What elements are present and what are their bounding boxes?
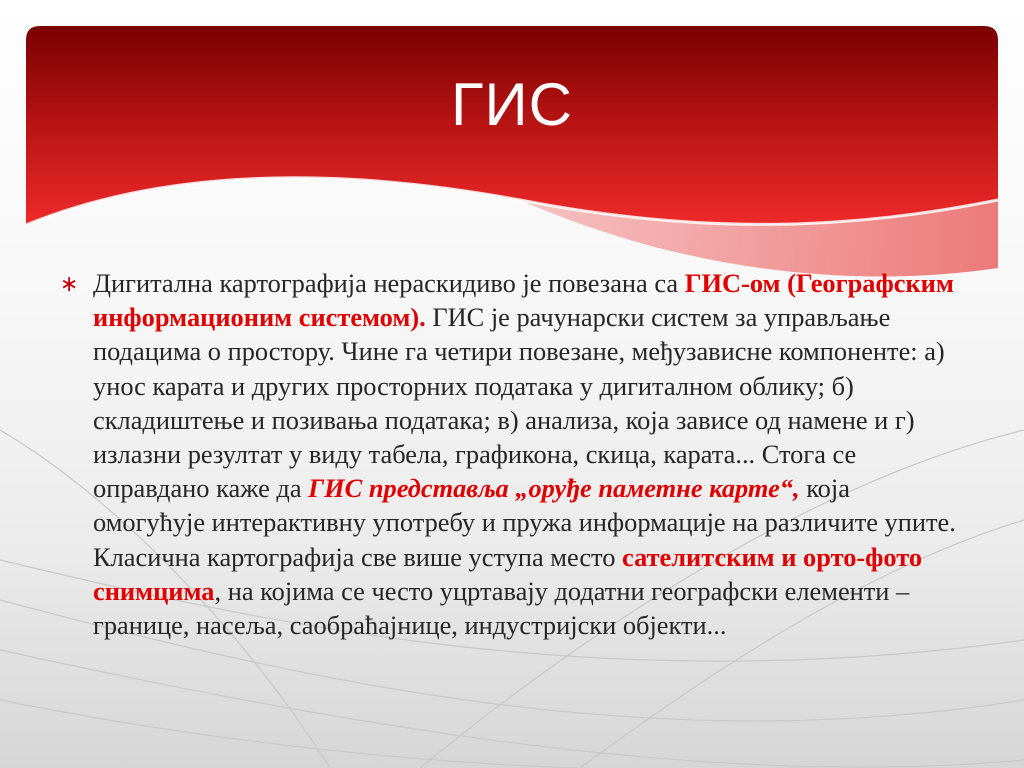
satellite-term: сателитским и орто-фото снимцима: [93, 541, 923, 606]
gis-term: ГИС-ом (Географским информационим системом).: [93, 268, 954, 333]
bullet-text: [93, 268, 956, 640]
bullet-asterisk-icon: ∗: [60, 272, 79, 297]
bullet-item: [60, 266, 960, 642]
text-run: ГИС је рачунарски систем за управљање подацима о простору. Чине га четири повезане, међузависне компоненте: а) унос карата и других просторних података у дигиталном облику; б) складиштење и позивања података; в) анализа, која зависе од намене и г) излазни резултат у виду табела, графикона, скица, карата... Стога се оправдано каже да: [93, 302, 945, 504]
text-run: која омогућује интерактивну употребу и пружа информације на различите упите. Класична картографија све више уступа место: [93, 473, 956, 572]
smart-map-quote: ГИС представља „оруђе паметне карте“,: [308, 473, 800, 504]
slide-title: ГИС: [451, 71, 573, 138]
text-run: , на којима се често уцртавају додатни географски елементи – границе, насеља, саобраћајнице, индустријски објекти...: [93, 575, 910, 641]
text-run: Дигитална картографија нераскидиво је повезана са: [93, 268, 685, 298]
slide-body: [60, 266, 960, 642]
title-banner: [0, 0, 1024, 300]
